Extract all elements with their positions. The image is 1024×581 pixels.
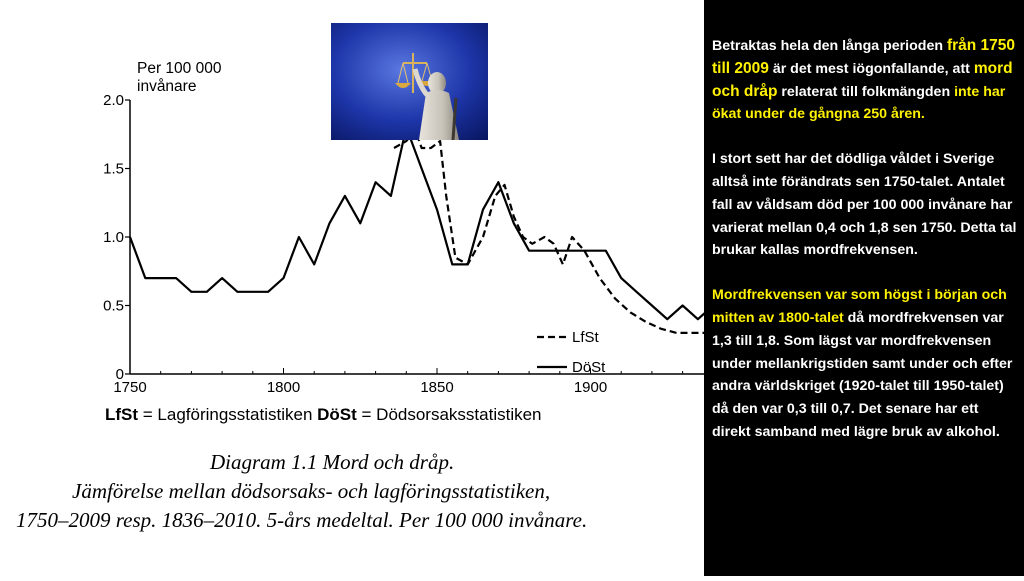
dost-abbr: DöSt	[317, 405, 357, 424]
p1-text-a: Betraktas hela den långa perioden	[712, 38, 947, 54]
chart-series	[130, 127, 704, 346]
lady-justice-image	[331, 23, 488, 140]
caption-title: Diagram 1.1 Mord och dråp.	[210, 450, 455, 474]
caption-line2: Jämförelse mellan dödsorsaks- och lagföringsstatistiken,	[72, 479, 551, 503]
p3-text: då mordfrekvensen var 1,3 till 1,8. Som lägst var mordfrekvensen under mellankrigstiden samt under och efter andra världskriget (1920-talet till 1950-talet) då den var 0,3 till 0,7. Det senare har ett direkt samband med lägre bruk av alkohol.	[712, 309, 1013, 440]
lady-justice-icon	[331, 23, 488, 140]
p1-text-e: relaterat till folkmängden	[777, 83, 955, 100]
series-line-lfst	[394, 130, 704, 347]
x-tick-label: 1800	[266, 379, 301, 396]
y-tick-label: 0.5	[103, 297, 124, 315]
abbreviation-legend	[105, 405, 542, 425]
chart-legend	[537, 329, 606, 376]
y-tick-label: 2.0	[103, 92, 124, 109]
p1-highlight-conclusion: inte har ökat under de gångna 250 åren.	[712, 83, 1006, 123]
lfst-abbr: LfSt	[105, 405, 139, 424]
y-axis-label-line2: invånare	[137, 78, 197, 95]
sidebar-paragraph-2: I stort sett har det dödliga våldet i Sverige alltså inte förändrats sen 1750-talet. Antalet fall av våldsam död per 100 000 invånare har varierat mellan 0,4 och 1,8 sen 1750. Detta tal brukar kallas mordfrekvensen.	[712, 151, 1017, 259]
caption-line3: 1750–2009 resp. 1836–2010. 5-års medeltal. Per 100 000 invånare.	[16, 508, 588, 532]
sidebar-paragraph-3	[712, 284, 1020, 444]
p1-text-c: är det mest iögonfallande, att	[768, 60, 974, 77]
y-tick-label: 1.5	[103, 160, 124, 178]
y-tick-label: 1.0	[103, 229, 124, 246]
x-tick-label: 1900	[573, 379, 608, 396]
series-line-döst	[130, 127, 704, 319]
dost-desc: = Dödsorsaksstatistiken	[356, 405, 542, 424]
y-tick-label: 0	[115, 366, 124, 383]
p1-highlight-mord: mord och dråp	[712, 59, 1013, 100]
p1-highlight-period: från 1750 till 2009	[712, 37, 1016, 77]
legend-label: LfSt	[572, 329, 599, 346]
text-sidebar	[704, 0, 1024, 576]
legend-label: DöSt	[572, 359, 606, 376]
sidebar-paragraph-1	[712, 35, 1020, 126]
y-axis-label-line1: Per 100 000	[137, 60, 222, 77]
x-tick-label: 1850	[420, 379, 454, 396]
x-tick-label: 1750	[113, 379, 147, 396]
lfst-desc: = Lagföringsstatistiken	[138, 405, 318, 424]
p3-highlight: Mordfrekvensen var som högst i början och mitten av 1800-talet	[712, 287, 1007, 326]
